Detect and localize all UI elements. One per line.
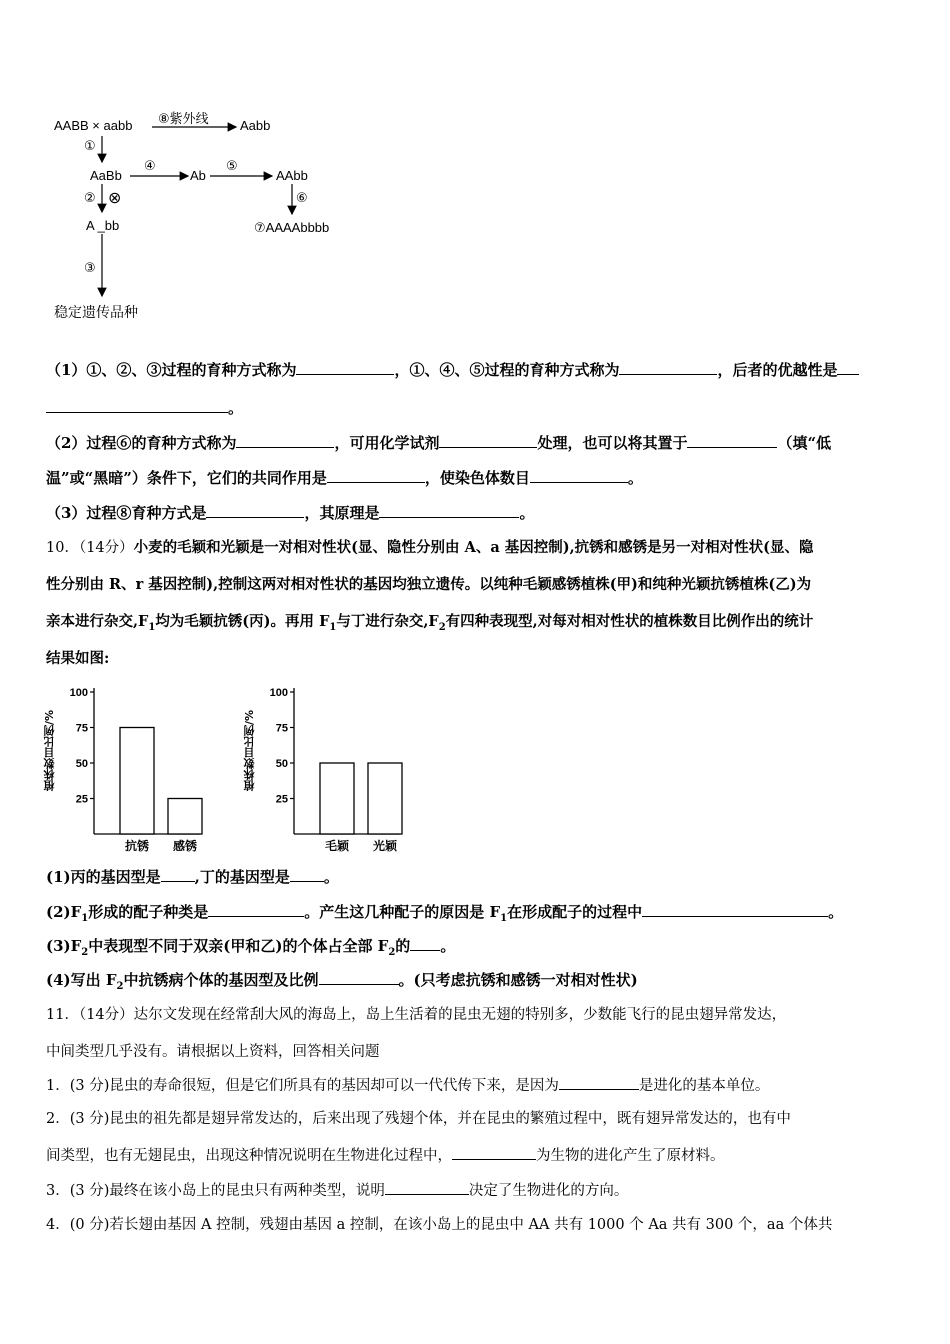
q10-stem-line3: 亲本进行杂交$,F_1$均为毛颖抗锈(丙)。再用 $F_1$与丁进行杂交$,F_2$有四种表现型,对每对相对性状的植株数目比例作出的统计 <box>46 613 814 633</box>
step2-label: ② <box>84 190 96 205</box>
bar-2 <box>368 763 402 834</box>
q11-sub2-line2: 间类型，也有无翅昆虫，出现这种情况说明在生物进化过程中， 为生物的进化产生了原材料。 <box>46 1145 908 1167</box>
bar-1 <box>320 763 354 834</box>
q11-sub1: 1．(3 分)昆虫的寿命很短，但是它们所具有的基因却可以一代代传下来，是因为 是进化的基本单位。 <box>46 1075 908 1097</box>
chart-glume-hair <box>240 680 440 860</box>
y-tick-label: 75 <box>75 722 88 735</box>
haploid-label: Ab <box>190 168 206 183</box>
blank[interactable] <box>319 970 399 985</box>
blank[interactable] <box>385 1180 469 1195</box>
blank[interactable] <box>327 468 425 483</box>
blank[interactable] <box>559 1075 639 1090</box>
blank[interactable] <box>687 433 777 448</box>
chart-svg <box>40 680 240 860</box>
blank[interactable] <box>296 360 394 375</box>
doubled-label: AAbb <box>276 168 308 183</box>
step3-label: ③ <box>84 260 96 275</box>
q10-sub1: (1)丙的基因型是 ,丁的基因型是 。 <box>46 868 339 886</box>
uv-label: ⑧紫外线 <box>158 111 209 126</box>
q10-stem-line2: 性分别由 R、r 基因控制),控制这两对相对性状的基因均独立遗传。以纯种毛颖感锈植株(甲)和纯种光颖抗锈植株(乙)为 <box>46 576 812 593</box>
q10-stem-line1: 10．（14分）小麦的毛颖和光颖是一对相对性状(显、隐性分别由 A、a 基因控制),抗锈和感锈是另一对相对性状(显、隐 <box>46 539 814 556</box>
q11-sub2-line1: 2．(3 分)昆虫的祖先都是翅异常发达的，后来出现了残翅个体，并在昆虫的繁殖过程中，既有翅异常发达的，也有中 <box>46 1111 791 1127</box>
parents-label: AABB × aabb <box>54 118 133 133</box>
blank[interactable] <box>379 503 519 518</box>
mutant-label: Aabb <box>240 118 271 133</box>
q10-sub3: $(3)F_2$中表现型不同于双亲(甲和乙)的个体占全部 $F_2$的 。 <box>46 937 456 958</box>
breeding-diagram <box>40 100 360 330</box>
diagram-arrows <box>40 100 360 330</box>
blank[interactable] <box>208 902 304 917</box>
blank[interactable] <box>290 867 324 882</box>
blank[interactable] <box>452 1145 536 1160</box>
y-axis-label: 植株数目比例/% <box>43 710 56 792</box>
y-tick-label: 100 <box>69 687 88 699</box>
q11-sub4: 4．(0 分)若长翅由基因 A 控制，残翅由基因 a 控制，在该小岛上的昆虫中 AA 共有 1000 个 Aa 共有 300 个，aa 个体共 <box>46 1217 833 1233</box>
q10-sub2: $(2)F_1$形成的配子种类是 。产生这几种配子的原因是 $F_1$在形成配子的过程中 。 <box>46 903 844 924</box>
blank[interactable] <box>236 433 334 448</box>
y-tick-label: 25 <box>275 793 288 806</box>
q11-stem-line1: 11．（14分）达尔文发现在经常刮大风的海岛上，岛上生活着的昆虫无翅的特别多，少数能飞行的昆虫翅异常发达， <box>46 1007 787 1023</box>
category-label: 抗锈 <box>124 839 150 853</box>
blank[interactable] <box>619 360 717 375</box>
blank[interactable] <box>439 433 537 448</box>
bar-1 <box>120 728 154 835</box>
q11-stem-line2: 中间类型几乎没有。请根据以上资料，回答相关问题 <box>46 1044 380 1060</box>
stable-variety-label: 稳定遗传品种 <box>54 304 138 320</box>
blank[interactable] <box>642 902 828 917</box>
blank[interactable] <box>837 360 859 375</box>
step4-label: ④ <box>144 158 156 173</box>
blank[interactable] <box>530 468 628 483</box>
y-tick-label: 25 <box>75 793 88 806</box>
chart-svg <box>240 680 440 860</box>
q10-stem-line4: 结果如图: <box>46 650 110 667</box>
blank[interactable] <box>46 398 228 413</box>
selfing-icon: ⊗ <box>108 190 122 207</box>
q9-part1-line2: 。 <box>46 397 908 419</box>
step1-label: ① <box>84 138 96 153</box>
q11-sub3: 3．(3 分)最终在该小岛上的昆虫只有两种类型，说明 决定了生物进化的方向。 <box>46 1180 908 1202</box>
y-axis-label: 植株数目比例/% <box>243 710 256 792</box>
q10-sub4: (4)写出 $F_2$中抗锈病个体的基因型及比例 。(只考虑抗锈和感锈一对相对性状) <box>46 971 638 992</box>
f2-label: A _bb <box>86 218 120 233</box>
category-label: 毛颖 <box>324 839 350 853</box>
y-tick-label: 50 <box>275 758 288 770</box>
y-tick-label: 100 <box>269 687 288 699</box>
q9-part3: （3）过程⑧育种方式是 ，其原理是 。 <box>46 504 535 522</box>
chart-rust-resistance <box>40 680 240 860</box>
polyploid-label: ⑦AAAAbbbb <box>254 220 330 235</box>
q9-part1-line1: （1）①、②、③过程的育种方式称为 ，①、④、⑤过程的育种方式称为 ，后者的优越性是 <box>46 359 908 381</box>
step6-label: ⑥ <box>296 190 308 205</box>
y-tick-label: 50 <box>75 758 88 770</box>
blank[interactable] <box>161 867 195 882</box>
f1-label: AaBb <box>90 168 122 183</box>
blank[interactable] <box>410 936 440 951</box>
q9-part2-line2: 温”或“黑暗”）条件下，它们的共同作用是 ，使染色体数目 。 <box>46 469 643 487</box>
category-label: 感锈 <box>172 839 198 853</box>
step5-label: ⑤ <box>226 158 238 173</box>
bar-2 <box>168 799 202 835</box>
category-label: 光颖 <box>372 839 398 853</box>
q9-part2-line1: （2）过程⑥的育种方式称为 ，可用化学试剂 处理，也可以将其置于 （填“低 <box>46 434 832 452</box>
blank[interactable] <box>206 503 304 518</box>
y-tick-label: 75 <box>275 722 288 735</box>
